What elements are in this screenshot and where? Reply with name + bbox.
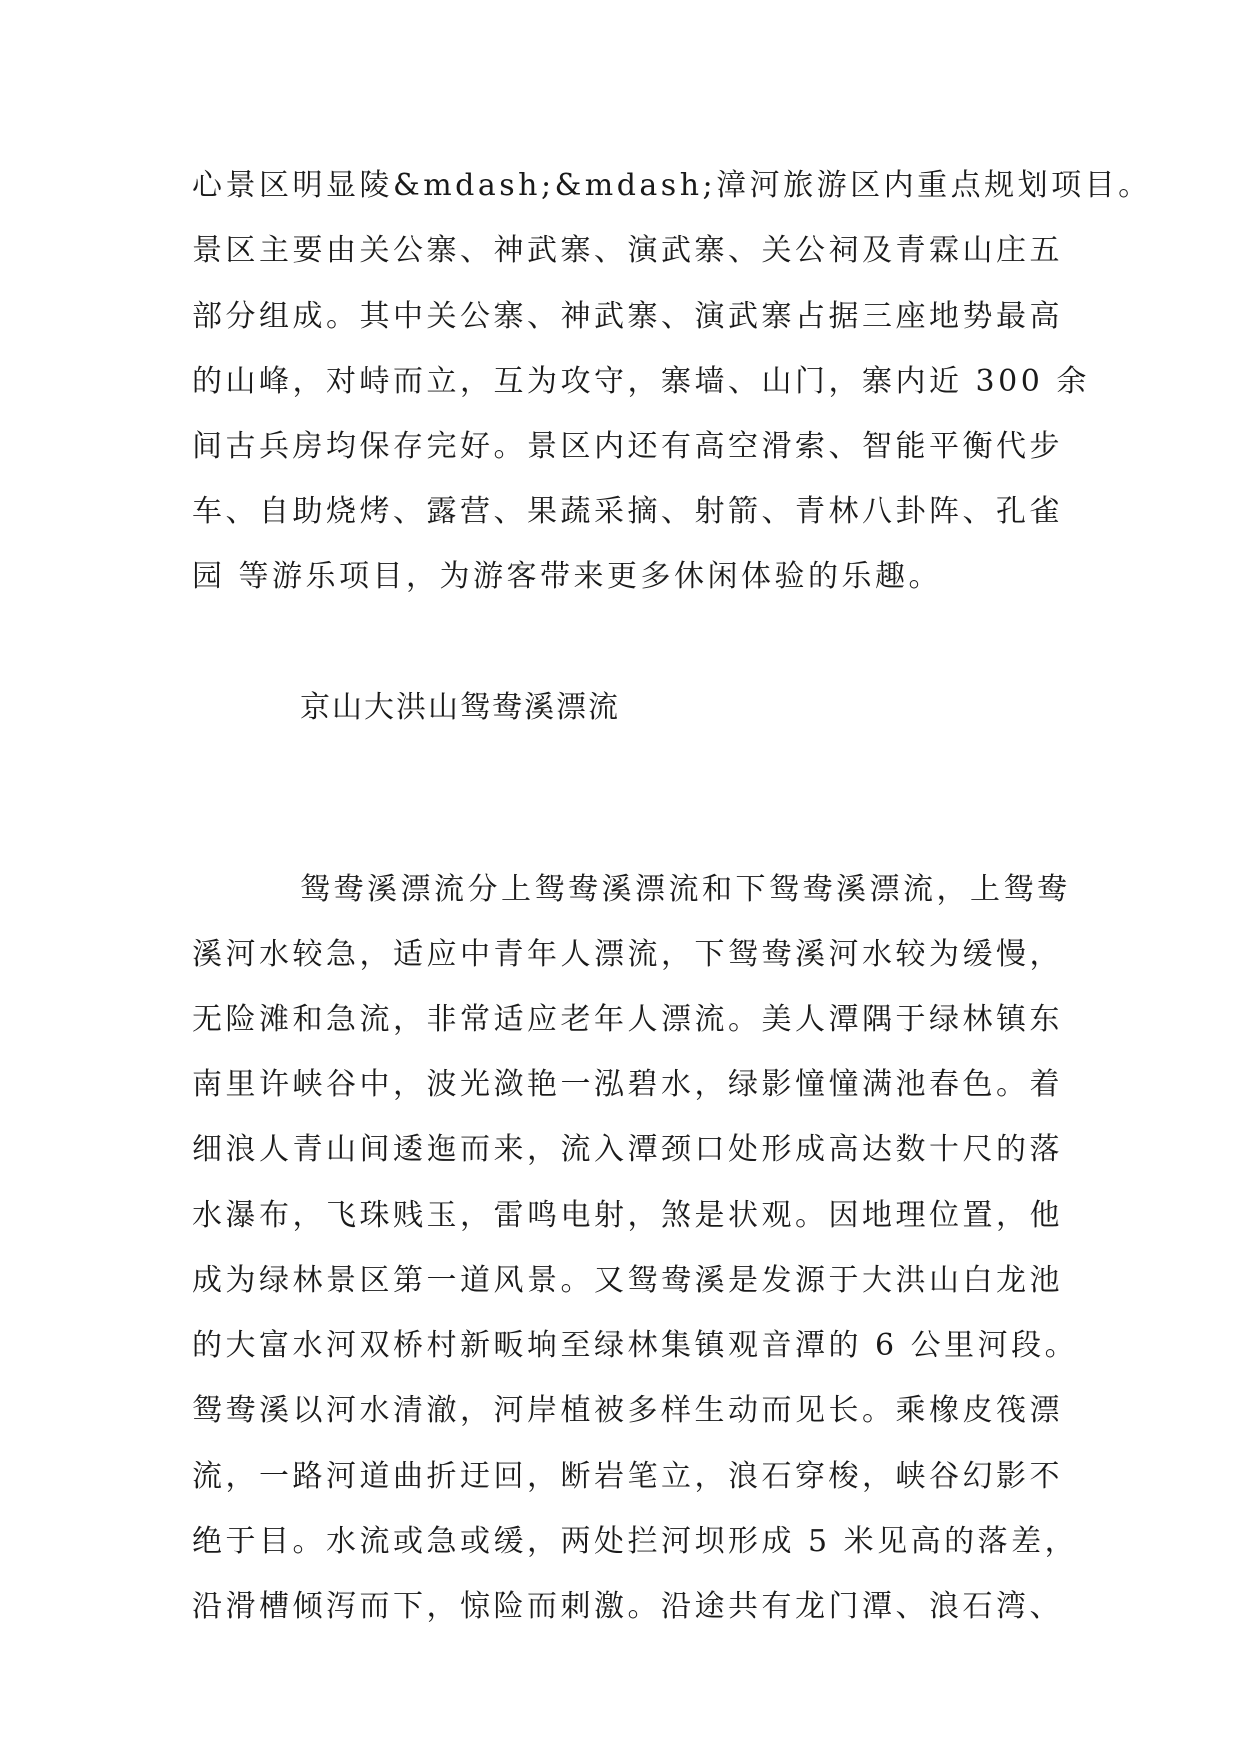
paragraph1-line: 心景区明显陵&mdash;&mdash;漳河旅游区内重点规划项目。 [192, 168, 1152, 203]
paragraph2-line: 成为绿林景区第一道风景。又鸳鸯溪是发源于大洪山白龙池 [192, 1263, 1063, 1298]
paragraph2-line: 溪河水较急，适应中青年人漂流，下鸳鸯溪河水较为缓慢， [192, 937, 1063, 972]
paragraph2-line: 细浪人青山间逶迤而来，流入潭颈口处形成高达数十尺的落 [192, 1132, 1063, 1167]
paragraph2-line: 水瀑布，飞珠贱玉，雷鸣电射，煞是状观。因地理位置，他 [192, 1198, 1063, 1233]
section-heading: 京山大洪山鸳鸯溪漂流 [300, 690, 620, 725]
paragraph2-line: 无险滩和急流，非常适应老年人漂流。美人潭隅于绿林镇东 [192, 1002, 1063, 1037]
paragraph1-line: 园 等游乐项目，为游客带来更多休闲体验的乐趣。 [192, 559, 943, 594]
paragraph2-line: 的大富水河双桥村新畈垧至绿林集镇观音潭的 6 公里河段。 [192, 1328, 1079, 1363]
paragraph1-line: 的山峰，对峙而立，互为攻守，寨墙、山门，寨内近 300 余 [192, 364, 1090, 399]
paragraph2-line: 沿滑槽倾泻而下，惊险而刺激。沿途共有龙门潭、浪石湾、 [192, 1589, 1063, 1624]
paragraph2-line: 绝于目。水流或急或缓，两处拦河坝形成 5 米见高的落差， [192, 1524, 1079, 1559]
paragraph1-line: 车、自助烧烤、露营、果蔬采摘、射箭、青林八卦阵、孔雀 [192, 494, 1063, 529]
paragraph2-line: 南里许峡谷中，波光潋艳一泓碧水，绿影憧憧满池春色。着 [192, 1067, 1063, 1102]
paragraph2-line: 流，一路河道曲折迂回，断岩笔立，浪石穿梭，峡谷幻影不 [192, 1459, 1063, 1494]
paragraph2-line: 鸳鸯溪漂流分上鸳鸯溪漂流和下鸳鸯溪漂流，上鸳鸯 [300, 872, 1071, 907]
paragraph1-line: 景区主要由关公寨、神武寨、演武寨、关公祠及青霖山庄五 [192, 233, 1063, 268]
paragraph2-line: 鸳鸯溪以河水清澈，河岸植被多样生动而见长。乘橡皮筏漂 [192, 1393, 1063, 1428]
paragraph1-line: 间古兵房均保存完好。景区内还有高空滑索、智能平衡代步 [192, 429, 1063, 464]
paragraph1-line: 部分组成。其中关公寨、神武寨、演武寨占据三座地势最高 [192, 299, 1063, 334]
